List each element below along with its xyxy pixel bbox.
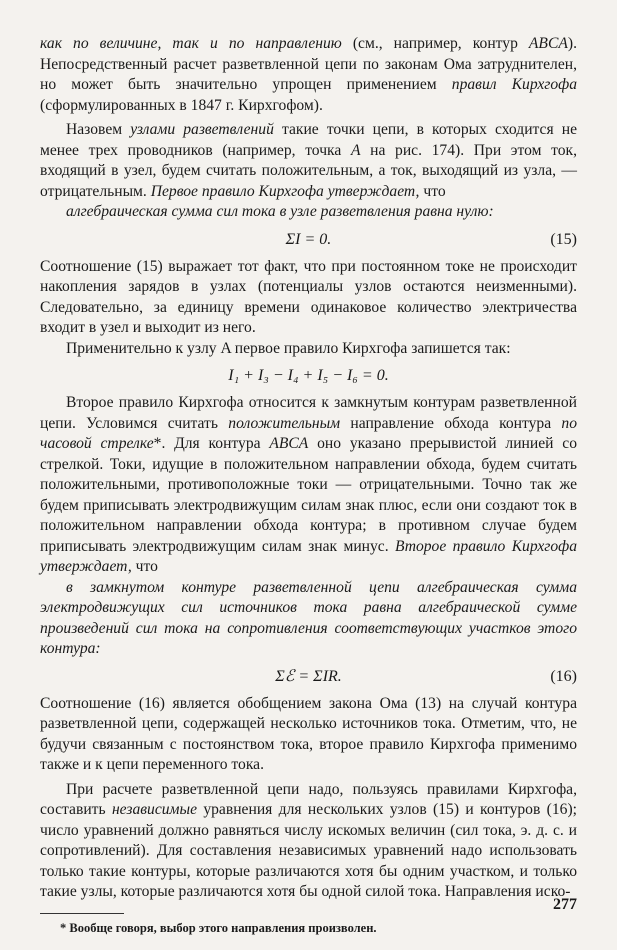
equation-expression: ΣI = 0. <box>285 230 332 248</box>
paragraph-2 <box>40 120 577 202</box>
paragraph-7 <box>40 780 577 903</box>
text-run: *. Для контура <box>153 435 270 452</box>
text-run: (сформулированных в 1847 г. Кирхгофом). <box>40 96 323 114</box>
text-run: Назовем <box>66 121 131 138</box>
contour-label: ABCA <box>269 435 309 452</box>
text-run: ). Непосредственный расчет разветвленной цепи по законам Ома затруднителен, но может быть значительно упрощен применением <box>40 35 577 93</box>
emphasis-text: узлами разветвлений <box>130 121 274 138</box>
equation-number: (15) <box>550 230 577 248</box>
text-run: При расчете разветвленной цепи надо, пользуясь правилами Кирхгофа, составить <box>40 780 577 818</box>
text-run: направление обхода контура <box>340 414 562 432</box>
paragraph-4: Применительно к узлу A первое правило Кирхгофа запишется так: <box>66 339 511 357</box>
text-run: (см., например, контур <box>341 35 529 52</box>
text-run: оно указано прерывистой линией со стрелкой. Токи, идущие в положительном направлении обхода, будем считать положительными, противоположные токи — отрицательными. Точно так же будем приписывать электродвижущим силам знак плюс, если они создают ток в положительном направлении обхода контура; в противном случае будем приписывать электродвижущим силам знак минус. <box>40 435 578 555</box>
text-run: уравнения для нескольких узлов (15) и контуров (16); число уравнений должно равняться числу искомых величин (сил тока, э. д. с. и сопротивлений). Для составления независимых уравнений надо использовать только такие контуры, которые различаются хотя бы одним участком, и только такие узлы, которые различаются хотя бы одной силой тока. Направления иско- <box>40 801 577 900</box>
text-run: что <box>131 558 158 575</box>
emphasis-text: независимые <box>111 801 197 818</box>
emphasis-text: Второе правило Кирхгофа утверждает, <box>40 537 578 575</box>
node-equation <box>40 365 577 387</box>
equation-expression: I₁ + I₃ − I₄ + I₅ − I₆ = 0. <box>228 367 389 384</box>
text-run: что <box>419 182 446 200</box>
second-rule-statement: в замкнутом контуре разветвленной цепи алгебраическая сумма электродвижущих сил источников тока равна алгебраической сумме произведений сил тока на сопротивления соответствующих участков этого контура: <box>40 578 577 657</box>
emphasis-text: Первое правило Кирхгофа утверждает, <box>150 182 420 200</box>
equation-expression: Σℰ = ΣIR. <box>275 667 342 685</box>
equation-number: (16) <box>550 667 577 685</box>
node-label: A <box>350 141 361 159</box>
paragraph-6: Соотношение (16) является обобщением закона Ома (13) на случай контура разветвленной цепи, содержащей несколько источников тока. Отметим, что, не будучи связанным с постоянством тока, второе правило Кирхгофа применимо также и к цепи переменного тока. <box>40 694 577 773</box>
paragraph-3: Соотношение (15) выражает тот факт, что при постоянном токе не происходит накопления зарядов в узлах (потенциалы узлов остаются неизменными). Следовательно, за единицу времени одинаковое количество электричества входит в узел и выходит из него. <box>40 257 577 336</box>
footnote-divider <box>40 913 124 914</box>
emphasis-text: по часовой стрелке <box>40 414 577 452</box>
footnote: * Вообще говоря, выбор этого направления произволен. <box>60 920 377 935</box>
text-run: такие точки цепи, в которых сходится не менее трех проводников (например, точка <box>40 121 577 159</box>
equation-16 <box>40 666 577 688</box>
first-rule-statement: алгебраическая сумма сил тока в узле разветвления равна нулю: <box>66 203 494 220</box>
text-run: на рис. 174). При этом ток, входящий в узел, будем считать положительным, а ток, выходящий из узла, — отрицательным. <box>40 141 577 200</box>
paragraph-1 <box>40 34 577 116</box>
equation-15 <box>40 229 577 251</box>
emphasis-text: как по величине, так и по направлению <box>40 35 342 52</box>
contour-label: ABCA <box>528 35 568 52</box>
emphasis-text: положительным <box>228 414 341 432</box>
page-number: 277 <box>553 896 577 913</box>
emphasis-text: правил Кирхгофа <box>451 76 577 93</box>
text-run: Второе правило Кирхгофа относится к замкнутым контурам разветвленной цепи. Условимся считать <box>40 394 577 432</box>
paragraph-5 <box>40 393 577 578</box>
